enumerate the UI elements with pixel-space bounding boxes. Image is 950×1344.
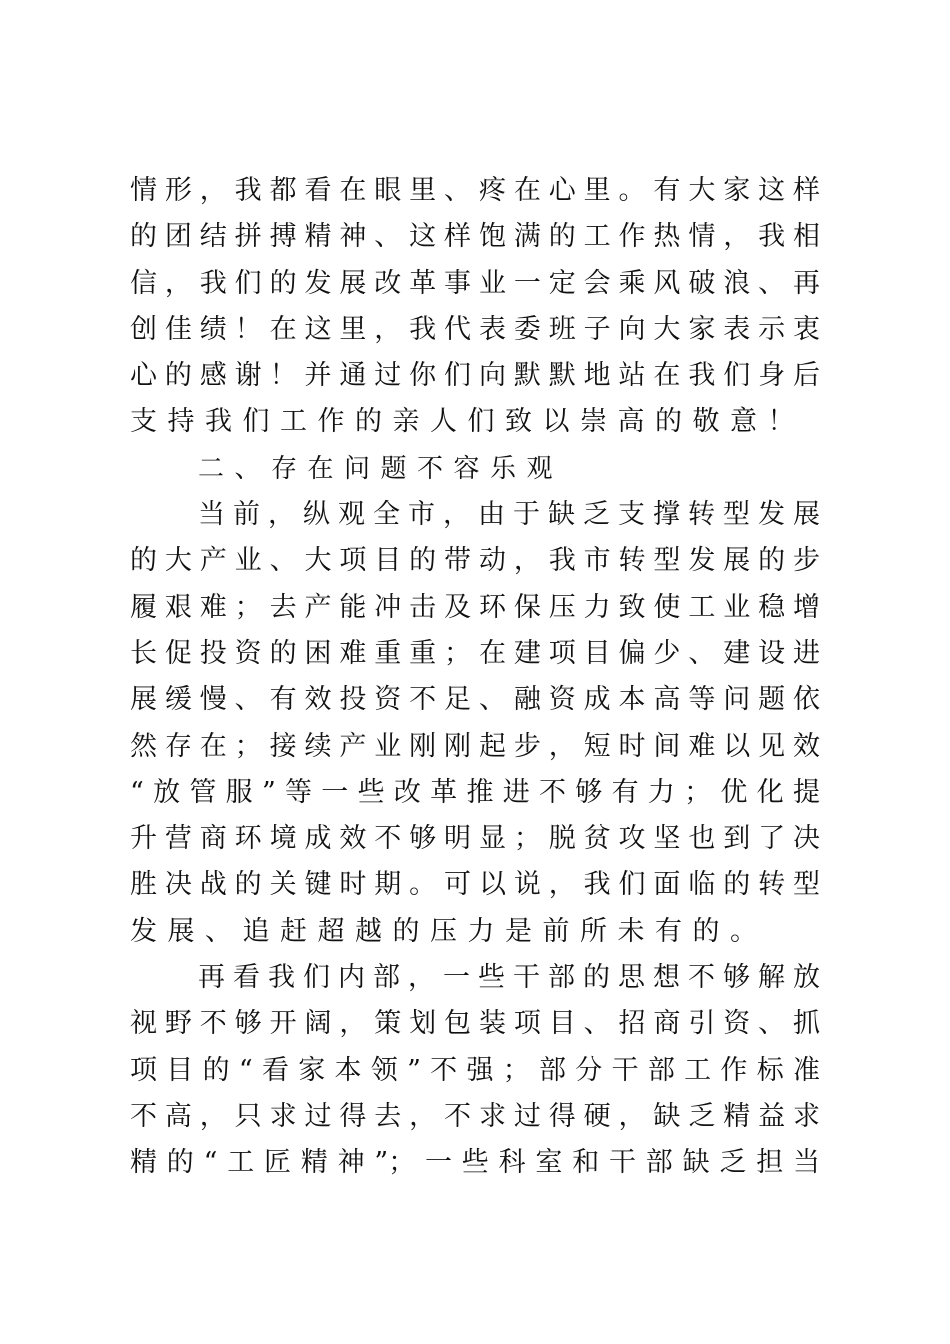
- text-line: 长促投资的困难重重；在建项目偏少、建设进: [130, 637, 820, 669]
- paragraph-first-line: 再看我们内部，一些干部的思想不够解放: [198, 962, 820, 994]
- text-line: 视野不够开阔，策划包装项目、招商引资、抓: [130, 1008, 820, 1040]
- text-line: 项目的“看家本领”不强；部分干部工作标准: [130, 1054, 820, 1086]
- text-line: 不高，只求过得去，不求过得硬，缺乏精益求: [130, 1100, 820, 1132]
- text-line: 精的“工匠精神”；一些科室和干部缺乏担当: [130, 1147, 820, 1179]
- text-line: “放管服”等一些改革推进不够有力；优化提: [130, 776, 820, 808]
- document-body: [130, 168, 820, 1187]
- text-line: 胜决战的关键时期。可以说，我们面临的转型: [130, 869, 820, 901]
- text-line: 履艰难；去产能冲击及环保压力致使工业稳增: [130, 591, 820, 623]
- text-line: 情形，我都看在眼里、疼在心里。有大家这样: [130, 175, 820, 206]
- text-line: 的大产业、大项目的带动，我市转型发展的步: [130, 545, 820, 577]
- section-heading: 二、存在问题不容乐观: [198, 453, 564, 484]
- text-line: 心的感谢！并通过你们向默默地站在我们身后: [130, 360, 820, 392]
- text-line: 信，我们的发展改革事业一定会乘风破浪、再: [130, 267, 820, 299]
- text-line: 的团结拼搏精神、这样饱满的工作热情，我相: [130, 221, 820, 253]
- text-line: 发展、追赶超越的压力是前所未有的。: [130, 915, 768, 947]
- text-line: 升营商环境成效不够明显；脱贫攻坚也到了决: [130, 823, 820, 855]
- text-line: 展缓慢、有效投资不足、融资成本高等问题依: [130, 684, 820, 716]
- text-line: 然存在；接续产业刚刚起步，短时间难以见效: [130, 730, 820, 762]
- paragraph-first-line: 当前，纵观全市，由于缺乏支撑转型发展: [198, 499, 820, 531]
- text-line: 创佳绩！在这里，我代表委班子向大家表示衷: [130, 313, 820, 345]
- text-line: 支持我们工作的亲人们致以崇高的敬意！: [130, 406, 805, 438]
